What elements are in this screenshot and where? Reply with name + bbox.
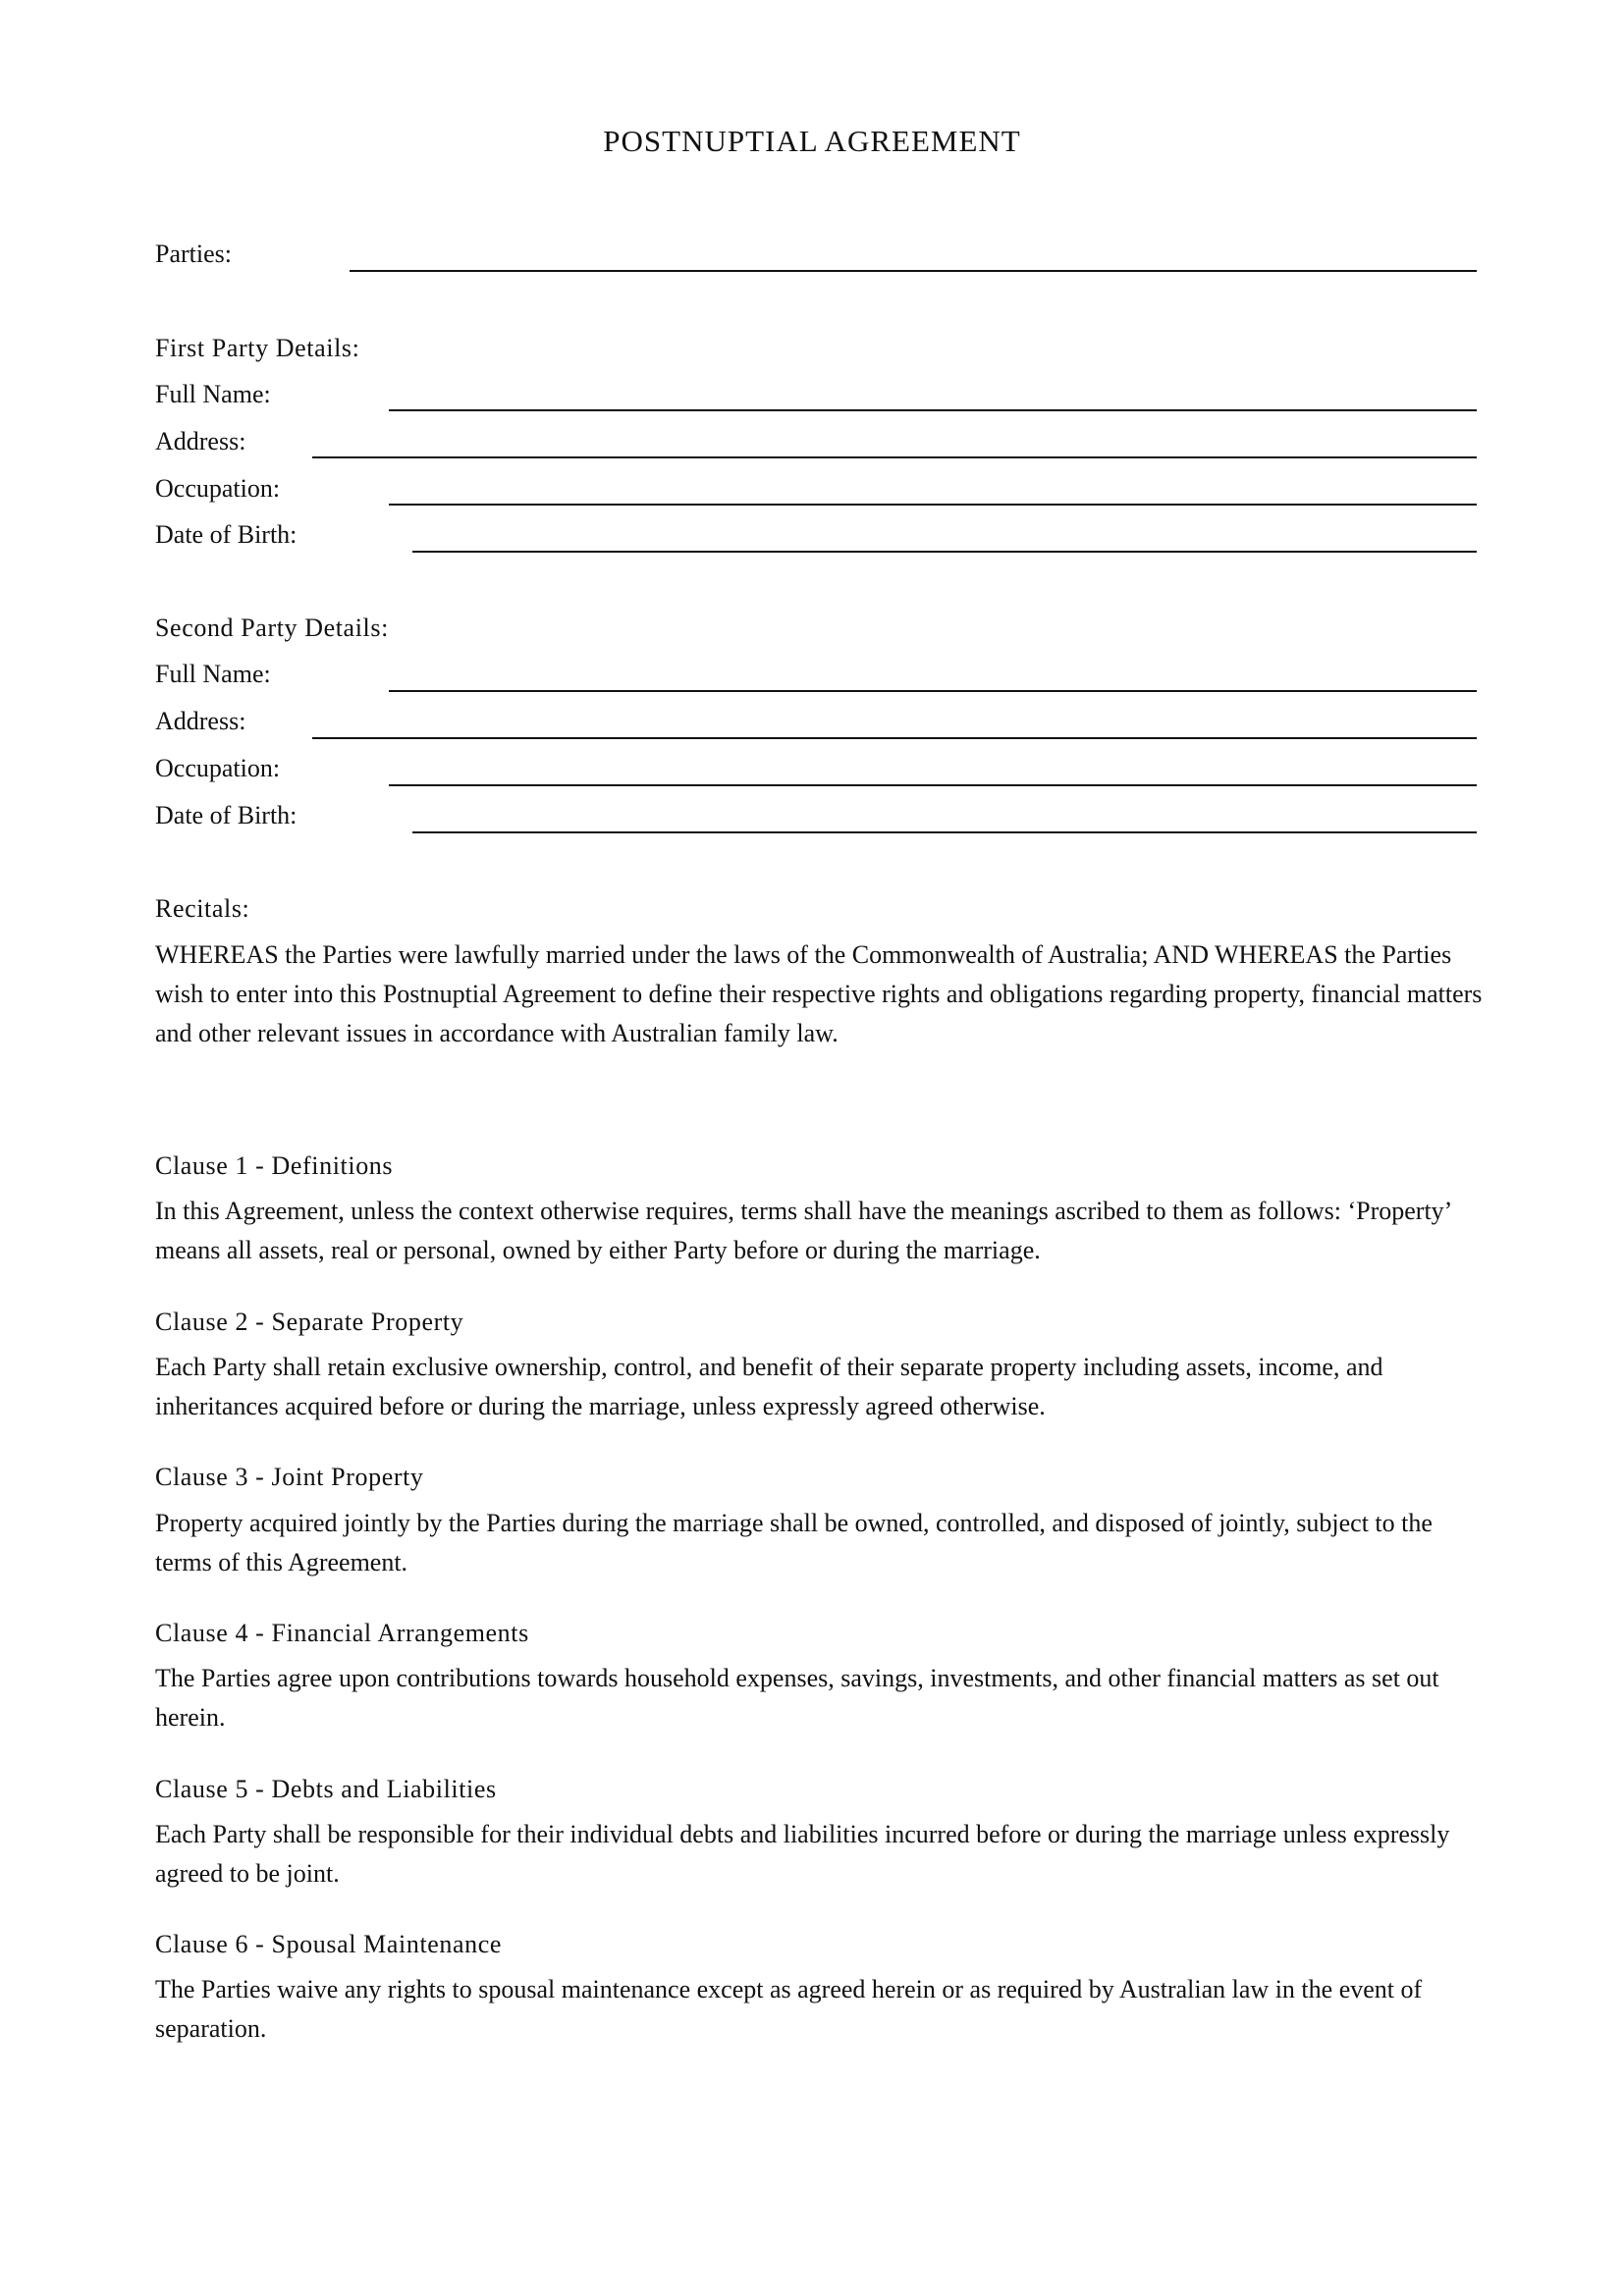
first-party-dob-label: Date of Birth: — [155, 520, 298, 549]
clause-3-body: Property acquired jointly by the Parties during the marriage shall be owned, controlled, and disposed of jointly, subject to the terms of this Agreement. — [155, 1509, 1433, 1576]
recitals-heading: Recitals: — [155, 894, 250, 923]
first-party-address-label: Address: — [155, 427, 246, 455]
second-party-full-name-label: Full Name: — [155, 660, 271, 688]
clause-2-body: Each Party shall retain exclusive ownership, control, and benefit of their separate property including assets, income, and inheritances acquired before or during the marriage, unless expressly agreed otherwise. — [155, 1353, 1383, 1420]
second-party-address-label: Address: — [155, 707, 246, 735]
clause-3-heading: Clause 3 - Joint Property — [155, 1463, 424, 1491]
first-party-heading: First Party Details: — [155, 334, 360, 362]
second-party-dob-label: Date of Birth: — [155, 801, 298, 829]
clause-5-body: Each Party shall be responsible for their individual debts and liabilities incurred before or during the marriage unless expressly agreed to be joint. — [155, 1820, 1450, 1888]
clause-2-heading: Clause 2 - Separate Property — [155, 1308, 464, 1336]
clause-4-heading: Clause 4 - Financial Arrangements — [155, 1619, 529, 1647]
parties-field-line[interactable] — [350, 270, 1477, 272]
first-party-full-name-label: Full Name: — [155, 380, 271, 408]
recitals-body: WHEREAS the Parties were lawfully married under the laws of the Commonwealth of Australia; AND WHEREAS the Parties wish to enter into this Postnuptial Agreement to define their respective rights and obligations regarding property, financial matters and other relevant issues in accordance with Australian family law. — [155, 940, 1483, 1047]
second-party-heading: Second Party Details: — [155, 614, 389, 642]
clause-1-body: In this Agreement, unless the context otherwise requires, terms shall have the meanings ascribed to them as follows: ‘Property’ means all assets, real or personal, owned by either Party before or during the marriage. — [155, 1197, 1451, 1264]
clause-5-heading: Clause 5 - Debts and Liabilities — [155, 1775, 497, 1803]
parties-label: Parties: — [155, 240, 232, 268]
clause-4-body: The Parties agree upon contributions towards household expenses, savings, investments, and other financial matters as set out herein. — [155, 1664, 1439, 1732]
first-party-dob-line[interactable] — [412, 551, 1477, 553]
clause-1-heading: Clause 1 - Definitions — [155, 1151, 394, 1180]
second-party-dob-line[interactable] — [412, 831, 1477, 833]
first-party-full-name-line[interactable] — [389, 409, 1477, 411]
second-party-occupation-label: Occupation: — [155, 754, 281, 782]
document-title: POSTNUPTIAL AGREEMENT — [603, 124, 1021, 158]
second-party-full-name-line[interactable] — [389, 690, 1477, 692]
first-party-occupation-label: Occupation: — [155, 474, 281, 503]
clause-6-body: The Parties waive any rights to spousal maintenance except as agreed herein or as required by Australian law in the event of separation. — [155, 1975, 1423, 2043]
second-party-occupation-line[interactable] — [389, 784, 1477, 786]
first-party-occupation-line[interactable] — [389, 504, 1477, 506]
clause-6-heading: Clause 6 - Spousal Maintenance — [155, 1930, 503, 1958]
second-party-address-line[interactable] — [312, 737, 1477, 739]
first-party-address-line[interactable] — [312, 456, 1477, 458]
